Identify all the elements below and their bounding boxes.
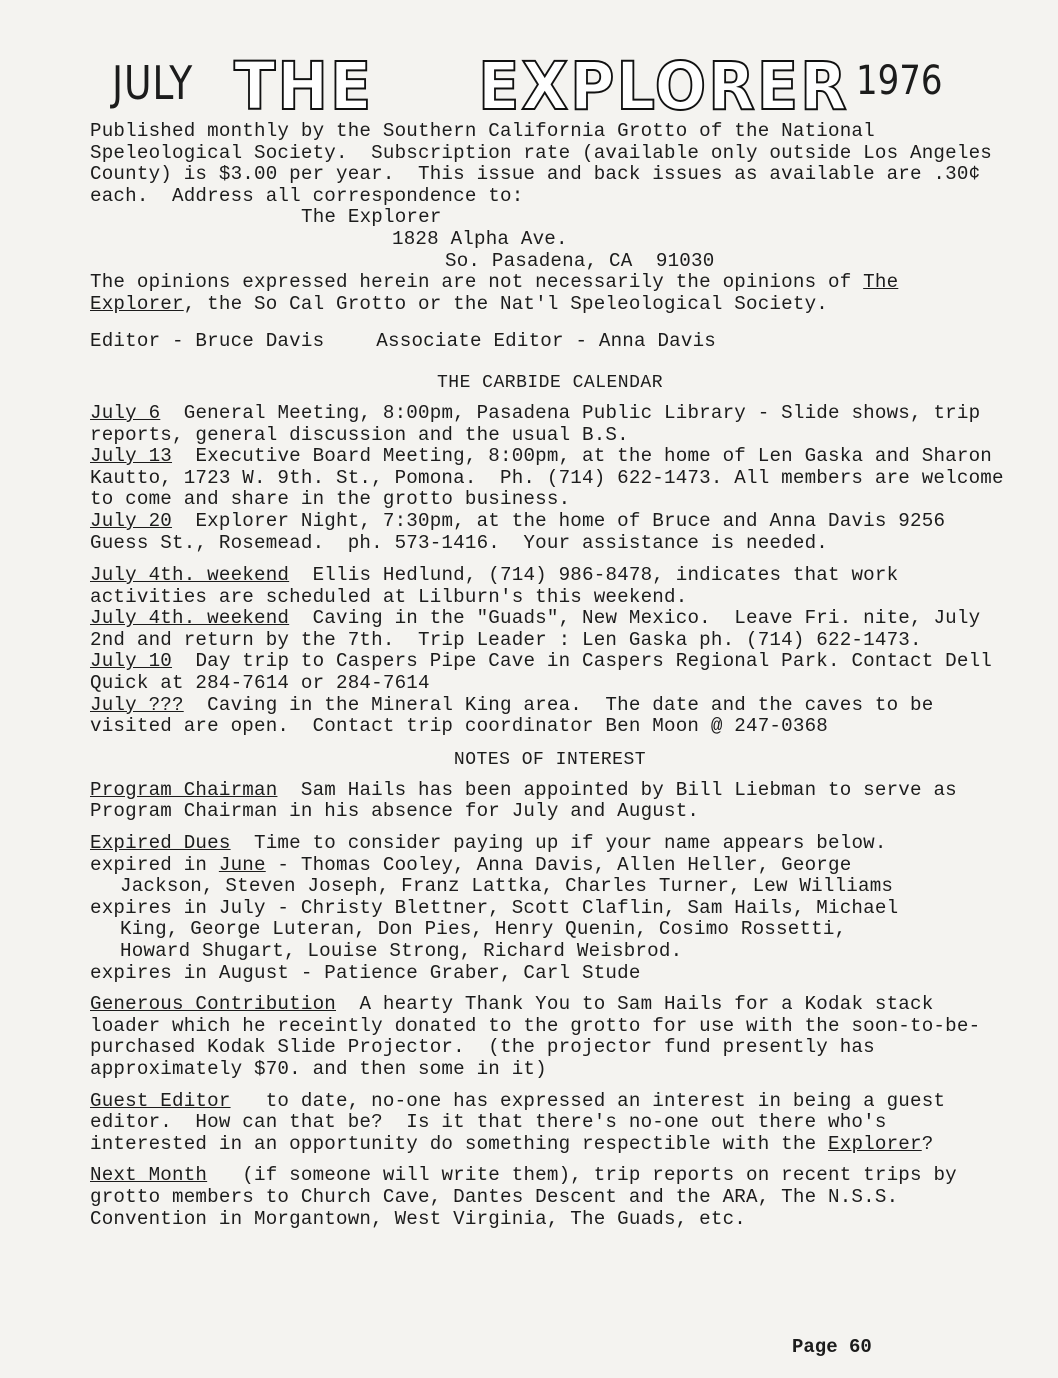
note-program-chairman: [90, 780, 1010, 823]
newsletter-body: [90, 120, 1016, 1230]
calendar-entry: [90, 511, 1010, 554]
note-label: Next Month: [90, 1164, 208, 1187]
note-explorer: Explorer: [828, 1132, 922, 1155]
calendar-entry-text: Caving in the Mineral King area. The date and the caves to be visited are open. Contact trip coordinator Ben Moon @ 247-0368: [90, 693, 946, 738]
note-text: to date, no-one has expressed an interest in being a guest editor. How can that be? Is it that there's no-one out there who's interested in an opportunity do something respectible with the: [90, 1089, 957, 1155]
calendar-entry-date: July 10: [90, 650, 173, 673]
calendar-entry-text: Ellis Hedlund, (714) 986-8478, indicates that work activities are scheduled at Lilburn's this weekend.: [90, 564, 911, 608]
calendar-heading: THE CARBIDE CALENDAR: [436, 372, 664, 393]
calendar-entry-text: Explorer Night, 7:30pm, at the home of Bruce and Anna Davis 9256 Guess St., Rosemead. ph. 573-1416. Your assistance is needed.: [90, 509, 957, 554]
calendar-entry-date: July 4th. weekend: [90, 607, 290, 630]
masthead-the: THE: [234, 48, 374, 125]
masthead: [108, 48, 968, 125]
notes-heading: NOTES OF INTEREST: [453, 749, 647, 770]
calendar-entry: [90, 445, 1016, 511]
note-label: Expired Dues: [90, 832, 231, 855]
editors-line: [90, 331, 1010, 353]
dues-july: expires in July - Christy Blettner, Scott Claflin, Sam Hails, Michael: [90, 896, 899, 919]
address-line-1: The Explorer: [301, 206, 442, 229]
note-next-month: [90, 1165, 1010, 1230]
dues-june-names: - Thomas Cooley, Anna Davis, Allen Heller, George: [265, 853, 852, 876]
calendar-entry-date: July 13: [90, 445, 173, 468]
intro-paragraph: Published monthly by the Southern California Grotto of the National Speleological Society. Subscription rate (available only outside Los Angeles County) is $3.00 per year. This issue and back issues as available are .30¢ each. Address all correspondence to:: [90, 120, 1004, 207]
dues-june: [90, 855, 1010, 877]
dues-july-names-2: King, George Luteran, Don Pies, Henry Quenin, Cosimo Rossetti,: [120, 918, 847, 941]
note-text: Sam Hails has been appointed by Bill Liebman to serve as Program Chairman in his absence for July and August.: [90, 778, 969, 823]
calendar-entry: [90, 403, 1010, 446]
note-text: A hearty Thank You to Sam Hails for a Kodak stack loader which he receintly donated to the grotto for use with the soon-to-be-purchased Kodak Slide Projector. (the projector fund presently has approximately $70. and then some in it): [90, 993, 981, 1080]
calendar-entry: [90, 565, 1010, 608]
calendar-entry-date: July 20: [90, 509, 173, 532]
note-guest-editor: [90, 1091, 1010, 1156]
page-number: Page 60: [792, 1336, 872, 1358]
masthead-month: JULY: [112, 56, 194, 110]
calendar-entry-date: July 4th. weekend: [90, 564, 290, 587]
disclaimer: [90, 272, 1010, 315]
note-end: ?: [921, 1132, 934, 1155]
calendar-entry-text: Day trip to Caspers Pipe Cave in Caspers Regional Park. Contact Dell Quick at 284-7614 or 284-7614: [90, 650, 1004, 695]
calendar-entry-date: July ???: [90, 693, 184, 716]
dues-july-names-3: Howard Shugart, Louise Strong, Richard Weisbrod.: [120, 940, 683, 962]
calendar-entry: [90, 651, 1010, 694]
dues-june-names-2: Jackson, Steven Joseph, Franz Lattka, Charles Turner, Lew Williams: [120, 875, 894, 898]
disclaimer-text-a: The opinions expressed herein are not necessarily the opinions of: [90, 271, 864, 294]
note-label: Program Chairman: [90, 778, 278, 801]
calendar-entry: [90, 608, 1010, 651]
disclaimer-text-b: , the So Cal Grotto or the Nat'l Speleological Society.: [183, 292, 829, 315]
disclaimer-the: The: [863, 271, 899, 294]
note-label: Guest Editor: [90, 1089, 231, 1112]
dues-august: expires in August - Patience Graber, Carl Stude: [90, 961, 641, 984]
editor: Editor - Bruce Davis: [90, 330, 325, 353]
masthead-title: EXPLORER: [478, 48, 849, 125]
dues-intro: [90, 833, 1010, 855]
calendar-entry-text: Caving in the "Guads", New Mexico. Leave Fri. nite, July 2nd and return by the 7th. Trip Leader : Len Gaska ph. (714) 622-1473.: [90, 607, 993, 651]
address-line-2: 1828 Alpha Ave.: [392, 227, 568, 250]
dues-june-prefix: expired in: [90, 853, 219, 876]
calendar-entry-text: General Meeting, 8:00pm, Pasadena Public Library - Slide shows, trip reports, general discussion and the usual B.S.: [90, 401, 993, 446]
calendar-entry: [90, 695, 1010, 738]
dues-june-word: June: [218, 853, 266, 876]
address-line-3: So. Pasadena, CA 91030: [445, 249, 715, 272]
note-expired-dues: [90, 833, 1010, 984]
note-text: (if someone will write them), trip reports on recent trips by grotto members to Church Cave, Dantes Descent and the ARA, The N.S.S. Convention in Morgantown, West Virginia, The Guads, etc.: [90, 1164, 969, 1230]
calendar-list: [90, 401, 1016, 738]
calendar-entry-date: July 6: [90, 401, 161, 424]
note-text: Time to consider paying up if your name appears below.: [230, 832, 887, 855]
calendar-entry-text: Executive Board Meeting, 8:00pm, at the home of Len Gaska and Sharon Kautto, 1723 W. 9th. St., Pomona. Ph. (714) 622-1473. All members are welcome to come and share in the grotto business.: [90, 445, 1016, 511]
disclaimer-explorer: Explorer: [90, 292, 184, 315]
associate-editor: Associate Editor - Anna Davis: [376, 330, 717, 353]
note-generous-contribution: [90, 994, 1010, 1080]
note-label: Generous Contribution: [90, 993, 337, 1016]
masthead-year: 1976: [856, 58, 943, 104]
